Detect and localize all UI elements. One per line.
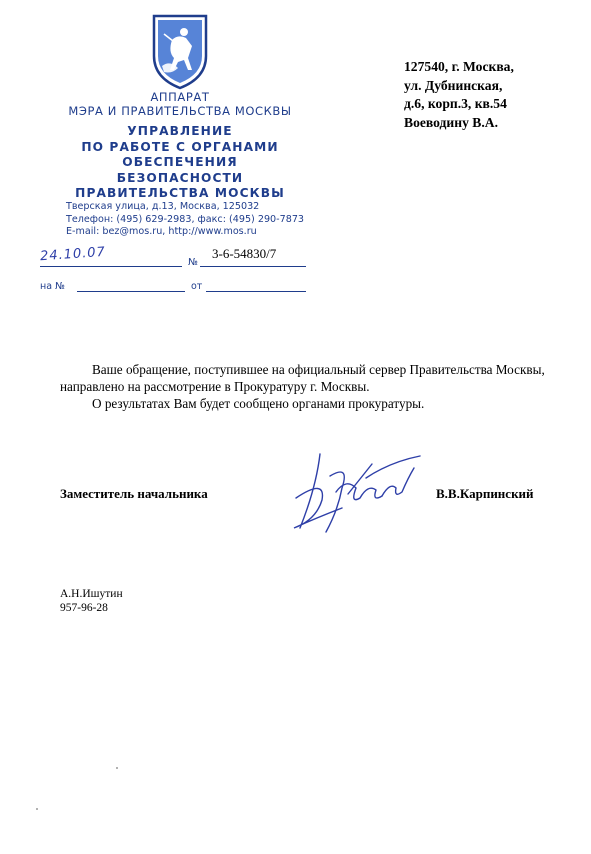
letterhead-department <box>60 124 300 202</box>
recipient-address <box>404 58 589 132</box>
dept-line: ПО РАБОТЕ С ОРГАНАМИ <box>81 139 279 154</box>
dept-line: УПРАВЛЕНИЕ <box>127 124 233 138</box>
dept-line: ПРАВИТЕЛЬСТВА МОСКВЫ <box>75 186 285 200</box>
letter-body <box>60 362 560 412</box>
recipient-line: д.6, корп.3, кв.54 <box>404 96 507 112</box>
scan-speck <box>36 808 38 810</box>
date-underline <box>40 266 182 267</box>
handwritten-signature <box>286 448 426 538</box>
email-text: E-mail: bez@mos.ru, http://www.mos.ru <box>66 226 257 237</box>
body-paragraph: Ваше обращение, поступившее на официальный сервер Правительства Москвы, направлено на рассмотрение в Прокуратуру г. Москвы. <box>60 362 545 394</box>
moscow-coat-of-arms-icon <box>148 12 212 90</box>
address-text: Тверская улица, д.13, Москва, 125032 <box>66 201 260 212</box>
from-label: от <box>191 281 203 292</box>
letterhead-apparat <box>60 90 300 118</box>
recipient-line: 127540, г. Москва, <box>404 59 514 74</box>
letterhead-contacts <box>66 201 306 239</box>
recipient-line: Воеводину В.А. <box>404 114 498 130</box>
reply-to-underline <box>77 291 185 292</box>
number-underline <box>200 266 306 267</box>
apparat-line-2: МЭРА И ПРАВИТЕЛЬСТВА МОСКВЫ <box>68 104 292 118</box>
signatory-name: В.В.Карпинский <box>436 486 534 501</box>
apparat-line-1: АППАРАТ <box>150 90 210 104</box>
reply-to-label: на № <box>40 281 65 292</box>
handwritten-date: 24.10.07 <box>39 244 107 265</box>
signatory-title: Заместитель начальника <box>60 486 208 501</box>
number-label: № <box>188 257 198 268</box>
recipient-line: ул. Дубнинская, <box>404 77 503 93</box>
scan-speck <box>116 767 118 769</box>
executor-info <box>60 587 123 615</box>
outgoing-number: 3-6-54830/7 <box>212 246 277 261</box>
body-paragraph: О результатах Вам будет сообщено органами прокуратуры. <box>92 395 425 411</box>
executor-phone: 957-96-28 <box>60 602 108 614</box>
phone-text: Телефон: (495) 629-2983, факс: (495) 290-7873 <box>66 213 305 225</box>
executor-name: А.Н.Ишутин <box>60 588 123 600</box>
from-underline <box>206 291 306 292</box>
dept-line: ОБЕСПЕЧЕНИЯ БЕЗОПАСНОСТИ <box>116 155 244 185</box>
